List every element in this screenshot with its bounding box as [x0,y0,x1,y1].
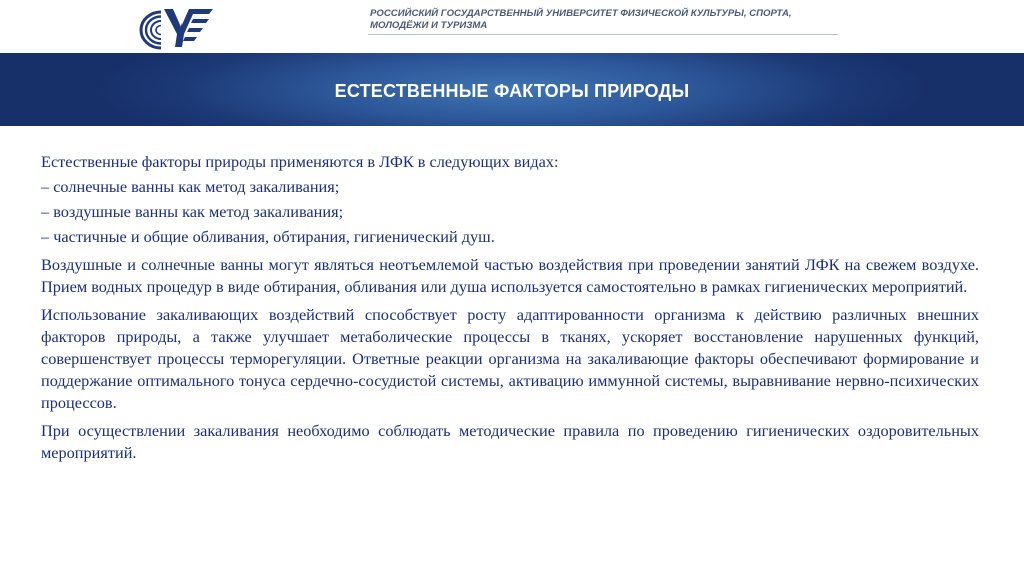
list-item: – частичные и общие обливания, обтирания, гигиенический душ. [41,227,495,246]
title-banner [0,53,1024,126]
list-intro: Естественные факторы природы применяются в ЛФК в следующих видах: [41,152,559,171]
slide-title: ЕСТЕСТВЕННЫЕ ФАКТОРЫ ПРИРОДЫ [334,81,690,101]
paragraph: Воздушные и солнечные ванны могут являться неотъемлемой частью воздействия при проведении занятий ЛФК на свежем воздухе. Прием водных процедур в виде обтирания, обливания или душа используется самостоятельно в рамках гигиенических мероприятий. [41,255,979,296]
university-name [370,8,850,32]
slide-content [41,151,979,470]
university-name-line2: МОЛОДЁЖИ И ТУРИЗМА [370,20,488,31]
university-name-line1: РОССИЙСКИЙ ГОСУДАРСТВЕННЫЙ УНИВЕРСИТЕТ ФИЗИЧЕСКОЙ КУЛЬТУРЫ, СПОРТА, [370,8,792,19]
paragraph: Использование закаливающих воздействий способствует росту адаптированности организма к действию различных внешних факторов природы, а также улучшает метаболические процессы в тканях, ускоряет восстановление нарушенных функций, совершенствует процессы терморегуляции. Ответные реакции организма на закаливающие факторы обеспечивают формирование и поддержание оптимального тонуса сердечно-сосудистой системы, активацию иммунной системы, выравнивание нервно-психических процессов. [41,305,979,412]
list-item: – воздушные ванны как метод закаливания; [41,202,344,221]
paragraph: При осуществлении закаливания необходимо соблюдать методические правила по проведению гигиенических оздоровительных мероприятий. [41,421,979,462]
university-logo-icon [137,3,217,51]
list-item: – солнечные ванны как метод закаливания; [41,177,340,196]
header-divider [368,34,838,35]
